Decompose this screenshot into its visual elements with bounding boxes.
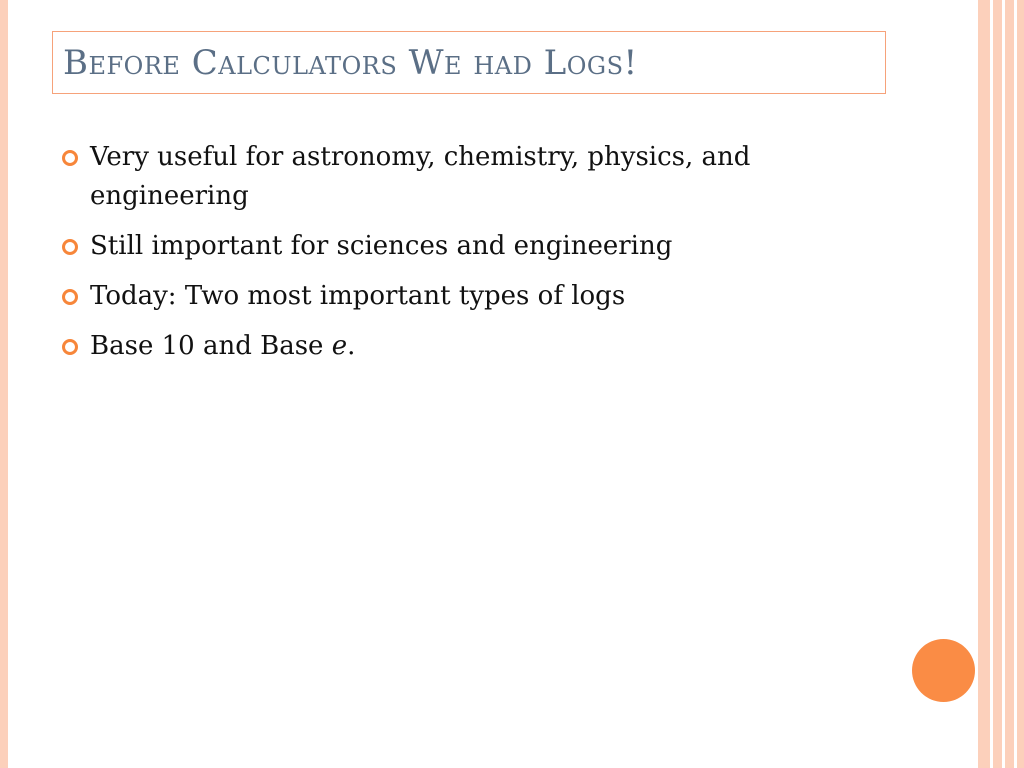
bullet-list [60, 138, 860, 377]
bullet-suffix: . [347, 331, 356, 361]
slide-title-box [52, 31, 886, 94]
bullet-text: Still important for sciences and engineering [90, 231, 673, 261]
bullet-circle-icon [62, 289, 78, 305]
bullet-item [60, 138, 860, 216]
bullet-circle-icon [62, 150, 78, 166]
bullet-item [60, 277, 860, 316]
orange-decorative-circle [912, 639, 975, 702]
left-decorative-stripe [0, 0, 8, 768]
bullet-circle-icon [62, 339, 78, 355]
right-decorative-band [978, 0, 1024, 768]
bullet-item [60, 327, 860, 366]
right-band-line [1014, 0, 1017, 768]
bullet-circle-icon [62, 239, 78, 255]
bullet-item [60, 227, 860, 266]
bullet-text: Very useful for astronomy, chemistry, physics, and engineering [90, 142, 751, 211]
bullet-text: Today: Two most important types of logs [90, 281, 626, 311]
bullet-emphasis: e [331, 331, 348, 361]
bullet-text: Base 10 and Base [90, 331, 332, 361]
right-band-line [990, 0, 993, 768]
slide-title: Before Calculators We had Logs! [63, 42, 638, 83]
right-band-line [1002, 0, 1005, 768]
